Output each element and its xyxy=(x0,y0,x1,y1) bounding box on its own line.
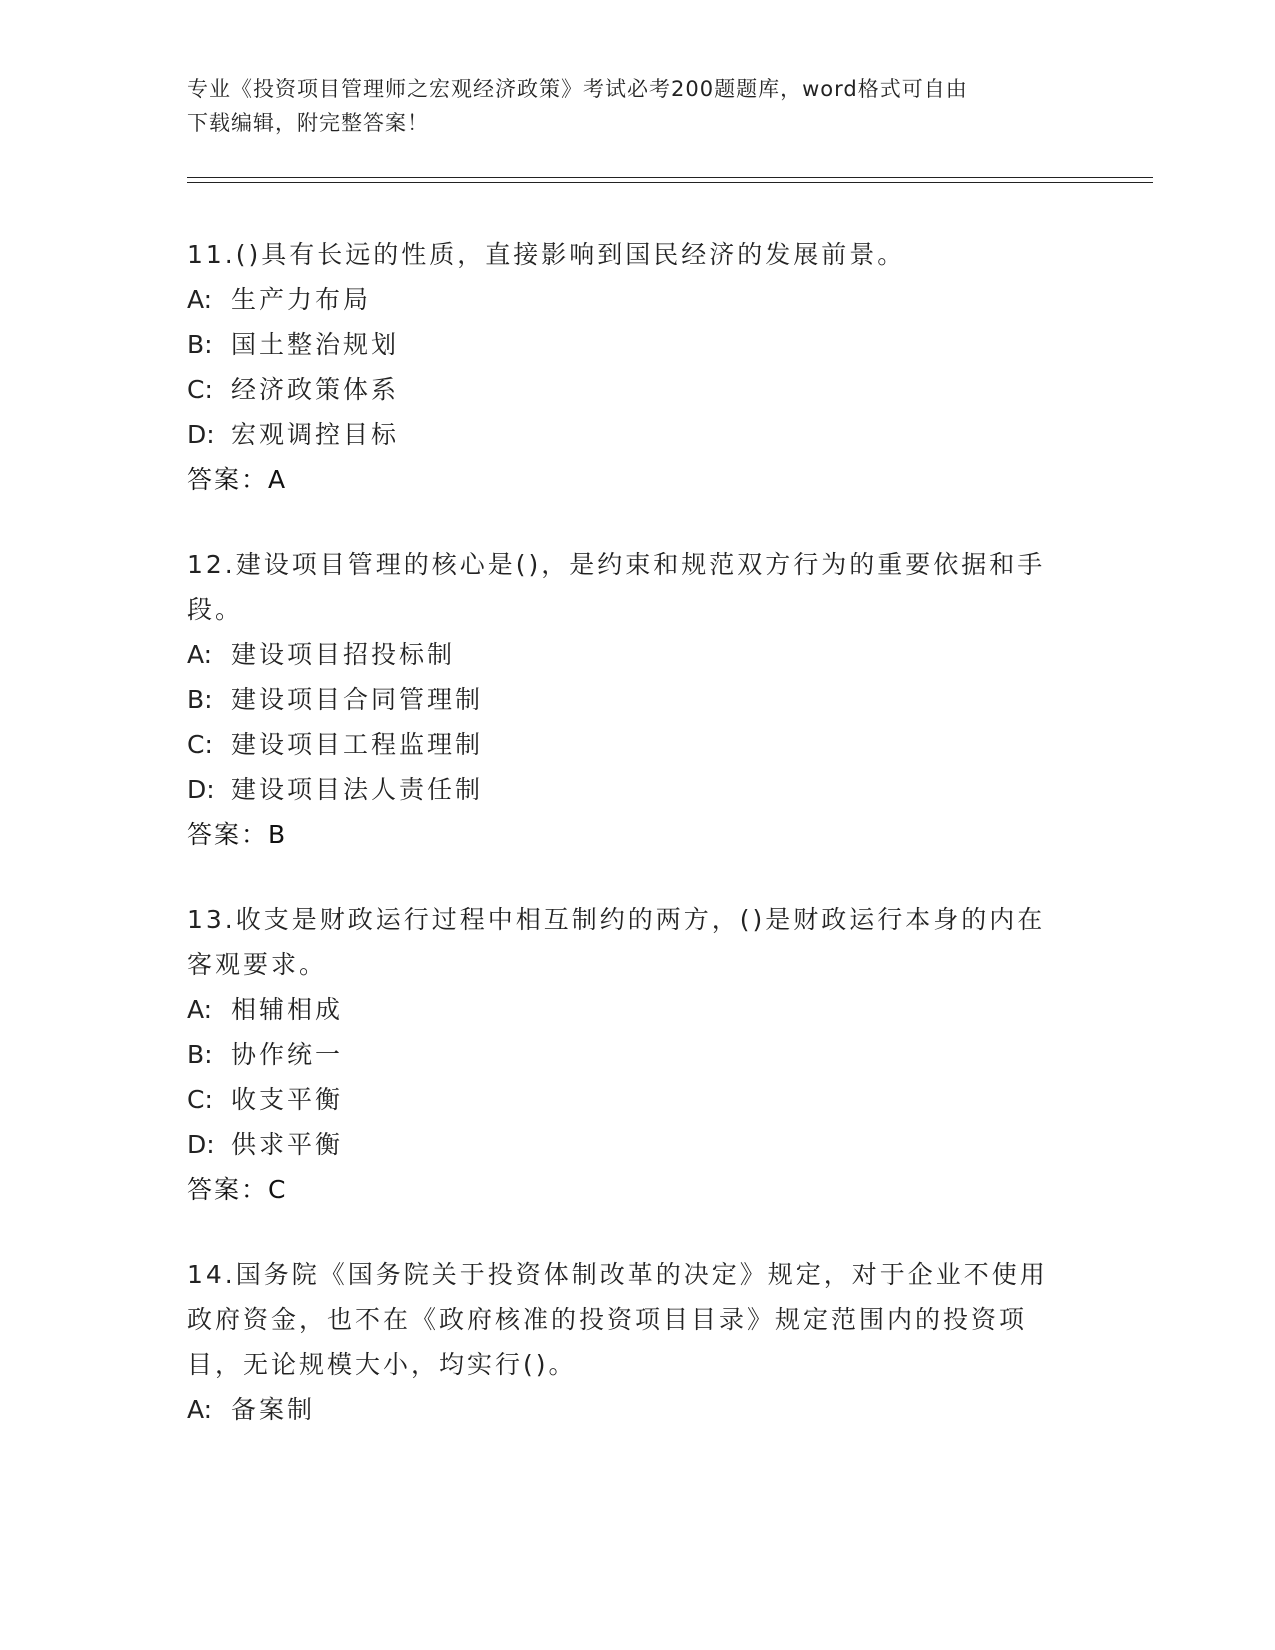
option-key: D: xyxy=(187,775,215,804)
answer-line: 答案：A xyxy=(187,465,288,494)
question-stem-line: 11.()具有长远的性质，直接影响到国民经济的发展前景。 xyxy=(187,240,906,269)
question-stem-line: 13.收支是财政运行过程中相互制约的两方，()是财政运行本身的内在 xyxy=(187,905,1046,934)
option-text: 宏观调控目标 xyxy=(231,420,400,449)
option-text: 建设项目工程监理制 xyxy=(231,730,484,759)
option-key: C: xyxy=(187,730,213,759)
option-a xyxy=(187,987,1087,1032)
option-key: B: xyxy=(187,685,213,714)
option-d xyxy=(187,412,1087,457)
header-line: 专业《投资项目管理师之宏观经济政策》考试必考200题题库，word格式可自由 xyxy=(187,77,968,101)
option-text: 建设项目法人责任制 xyxy=(231,775,484,804)
header-divider-top xyxy=(187,177,1153,178)
question-stem-line: 目，无论规模大小，均实行()。 xyxy=(187,1350,577,1379)
option-b xyxy=(187,677,1087,722)
option-text: 供求平衡 xyxy=(231,1130,344,1159)
answer-line: 答案：C xyxy=(187,1175,288,1204)
option-b xyxy=(187,1032,1087,1077)
question-11 xyxy=(187,232,1087,502)
option-d xyxy=(187,1122,1087,1167)
question-stem-line: 政府资金，也不在《政府核准的投资项目目录》规定范围内的投资项 xyxy=(187,1305,1028,1334)
option-text: 经济政策体系 xyxy=(231,375,400,404)
option-text: 建设项目招投标制 xyxy=(231,640,456,669)
document-header xyxy=(187,72,1087,140)
option-b xyxy=(187,322,1087,367)
option-text: 国土整治规划 xyxy=(231,330,400,359)
option-text: 生产力布局 xyxy=(231,285,372,314)
question-stem xyxy=(187,542,1087,632)
answer-line: 答案：B xyxy=(187,820,288,849)
option-text: 收支平衡 xyxy=(231,1085,344,1114)
question-stem-line: 12.建设项目管理的核心是()，是约束和规范双方行为的重要依据和手 xyxy=(187,550,1046,579)
header-divider-bottom xyxy=(187,182,1153,183)
option-c xyxy=(187,1077,1087,1122)
option-key: D: xyxy=(187,420,215,449)
question-list xyxy=(187,232,1087,1472)
question-stem xyxy=(187,1252,1087,1387)
option-text: 协作统一 xyxy=(231,1040,344,1069)
question-stem xyxy=(187,232,1087,277)
option-text: 相辅相成 xyxy=(231,995,344,1024)
option-key: D: xyxy=(187,1130,215,1159)
question-stem xyxy=(187,897,1087,987)
question-stem-line: 14.国务院《国务院关于投资体制改革的决定》规定，对于企业不使用 xyxy=(187,1260,1048,1289)
option-key: C: xyxy=(187,1085,213,1114)
option-key: A: xyxy=(187,1395,213,1424)
option-key: B: xyxy=(187,1040,213,1069)
question-stem-line: 段。 xyxy=(187,595,244,624)
header-line: 下载编辑，附完整答案！ xyxy=(187,111,429,135)
option-key: A: xyxy=(187,995,213,1024)
option-c xyxy=(187,367,1087,412)
question-13 xyxy=(187,897,1087,1212)
option-d xyxy=(187,767,1087,812)
option-a xyxy=(187,277,1087,322)
question-14 xyxy=(187,1252,1087,1432)
option-text: 建设项目合同管理制 xyxy=(231,685,484,714)
option-key: C: xyxy=(187,375,213,404)
option-a xyxy=(187,632,1087,677)
question-stem-line: 客观要求。 xyxy=(187,950,328,979)
option-a xyxy=(187,1387,1087,1432)
option-text: 备案制 xyxy=(231,1395,316,1424)
option-key: A: xyxy=(187,640,213,669)
option-key: A: xyxy=(187,285,213,314)
question-12 xyxy=(187,542,1087,857)
option-c xyxy=(187,722,1087,767)
option-key: B: xyxy=(187,330,213,359)
